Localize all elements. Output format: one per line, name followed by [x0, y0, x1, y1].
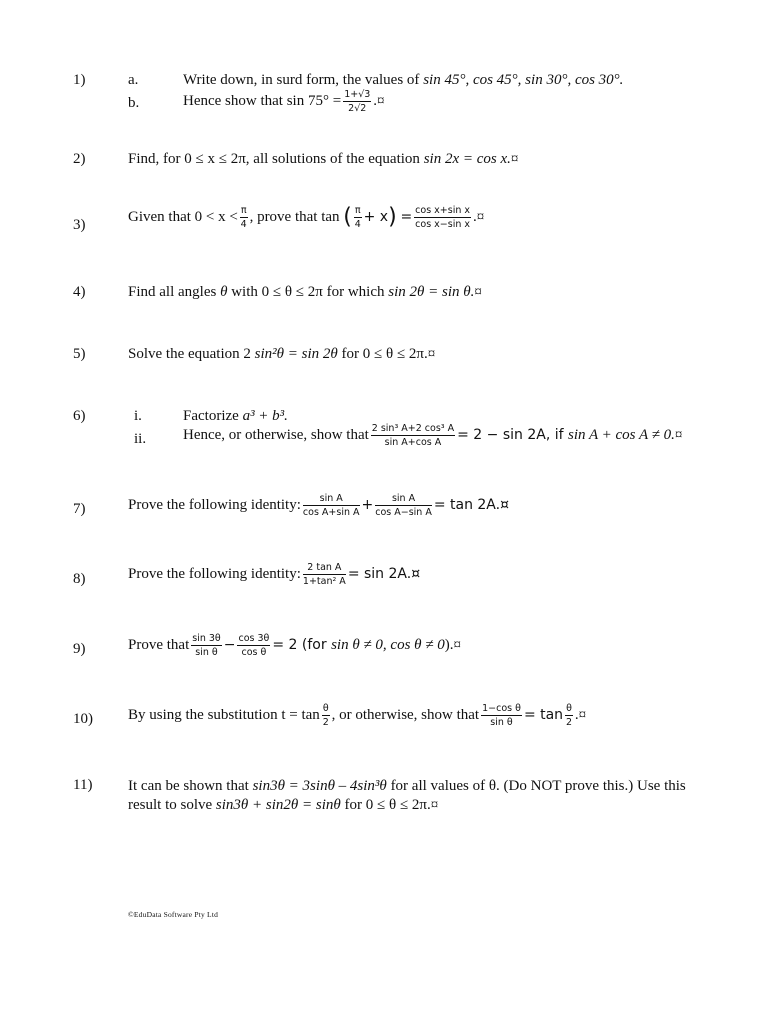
equation: sin3θ + sin2θ = sinθ	[215, 797, 341, 813]
text-segment: ).¤	[444, 636, 462, 653]
text-segment: = tan	[523, 706, 564, 723]
question-text	[183, 423, 682, 448]
question-text	[128, 151, 518, 168]
fraction	[343, 89, 371, 114]
condition: sin θ ≠ 0, cos θ ≠ 0	[331, 636, 445, 653]
denominator: 1+tan² A	[302, 576, 346, 587]
numerator: π	[354, 205, 361, 216]
plus-sign: +	[361, 496, 374, 513]
text-segment: .¤	[574, 706, 587, 723]
question-text	[128, 633, 461, 658]
question-number: 8)	[73, 571, 86, 587]
text-segment: Write down, in surd form, the values of	[183, 72, 424, 88]
text-segment: + x	[363, 208, 389, 225]
denominator: cos θ	[241, 647, 267, 658]
text-segment: result to solve	[128, 797, 216, 813]
question-text	[183, 72, 623, 89]
denominator: 2√2	[348, 103, 367, 114]
fraction	[322, 703, 330, 728]
text-segment: It can be shown that	[128, 778, 253, 794]
text-segment: Prove that	[128, 636, 190, 653]
fraction	[191, 633, 222, 658]
equation: sin 2x = cos x.	[423, 151, 511, 167]
fraction	[303, 562, 346, 587]
text-segment: Find all angles	[128, 284, 221, 300]
text-line	[128, 777, 698, 796]
text-segment: Solve the equation 2	[128, 346, 255, 362]
denominator: 4	[354, 219, 361, 230]
fraction	[303, 493, 360, 518]
question-number: 5)	[73, 346, 86, 362]
denominator: sin A+cos A	[384, 437, 442, 448]
part-label: i.	[134, 408, 142, 424]
numerator: 1−cos θ	[482, 703, 521, 714]
question-number: 10)	[73, 711, 93, 727]
question-text	[128, 777, 698, 815]
text-segment: for all values of θ. (Do NOT prove this.) Use this	[386, 778, 686, 794]
text-segment: Factorize	[183, 408, 243, 424]
question-number: 4)	[73, 284, 86, 300]
question-text	[128, 493, 509, 518]
question-text	[128, 346, 435, 363]
fraction	[240, 205, 248, 230]
fraction	[481, 703, 522, 728]
question-number: 7)	[73, 501, 86, 517]
question-number: 1)	[73, 72, 86, 88]
question-number: 9)	[73, 641, 86, 657]
text-segment: with 0 ≤ θ ≤ 2π for which	[227, 284, 389, 300]
equation: sin²θ = sin 2θ	[254, 346, 338, 362]
numerator: sin 3θ	[192, 633, 221, 644]
text-segment: ¤	[474, 284, 482, 300]
text-segment: Prove the following identity:	[128, 565, 301, 582]
fraction	[565, 703, 573, 728]
question-text	[183, 89, 385, 114]
text-segment: ¤	[674, 426, 683, 443]
denominator: cos A−sin A	[375, 507, 432, 518]
equals-sign: =	[400, 208, 413, 225]
equation: sin 2θ = sin θ.	[388, 284, 475, 300]
numerator: sin A	[303, 493, 360, 506]
question-text	[128, 562, 420, 587]
text-segment: .¤	[473, 208, 485, 225]
question-text	[128, 703, 586, 728]
text-segment: for 0 ≤ θ ≤ 2π.¤	[340, 797, 439, 813]
text-segment: , or otherwise, show that	[331, 706, 480, 723]
text-segment: = 2 (for	[272, 636, 332, 653]
fraction	[371, 423, 455, 448]
numerator: cos 3θ	[238, 633, 270, 644]
close-paren: )	[388, 204, 397, 230]
denominator: cos x−sin x	[415, 219, 471, 230]
text-segment: = 2 − sin 2A, if	[457, 426, 569, 443]
denominator: cos A+sin A	[302, 507, 360, 518]
text-segment: ¤	[510, 151, 519, 167]
equation: sin3θ = 3sinθ – 4sin³θ	[252, 778, 387, 794]
text-segment: , prove that tan	[249, 208, 340, 225]
denominator: 4	[240, 219, 247, 230]
text-line	[128, 796, 698, 815]
part-label: a.	[128, 72, 139, 88]
equation: a³ + b³.	[242, 408, 288, 424]
denominator: 2	[565, 717, 572, 728]
text-segment: = sin 2A.¤	[347, 565, 421, 582]
numerator: cos x+sin x	[415, 205, 471, 216]
text-segment: By using the substitution t = tan	[128, 706, 320, 723]
numerator: 1+√3	[344, 89, 371, 100]
denominator: 2	[322, 717, 329, 728]
open-paren: (	[343, 204, 352, 230]
fraction	[237, 633, 270, 658]
text-segment: Hence show that sin 75° =	[183, 92, 342, 109]
question-number: 3)	[73, 217, 86, 233]
condition: sin A + cos A ≠ 0.	[568, 426, 675, 443]
math-values: sin 45°, cos 45°, sin 30°, cos 30°.	[423, 72, 624, 88]
numerator: 2 tan A	[303, 562, 346, 575]
question-text	[128, 205, 484, 230]
part-label: b.	[128, 95, 140, 111]
numerator: θ	[322, 703, 329, 714]
question-number: 11)	[73, 777, 93, 793]
part-label: ii.	[134, 431, 147, 447]
denominator: sin θ	[195, 647, 218, 658]
fraction	[414, 205, 471, 230]
theta-symbol: θ	[220, 284, 228, 300]
numerator: π	[240, 205, 247, 216]
text-segment: .¤	[373, 92, 385, 109]
copyright-footer: ©EduData Software Pty Ltd	[128, 910, 219, 919]
text-segment: Hence, or otherwise, show that	[183, 426, 369, 443]
question-number: 6)	[73, 408, 86, 424]
fraction	[375, 493, 432, 518]
text-segment: for 0 ≤ θ ≤ 2π.¤	[337, 346, 436, 362]
text-segment: = tan 2A.¤	[433, 496, 509, 513]
text-segment: Given that 0 < x <	[128, 208, 238, 225]
question-number: 2)	[73, 151, 86, 167]
text-segment: Find, for 0 ≤ x ≤ 2π, all solutions of the equation	[128, 151, 424, 167]
numerator: θ	[566, 703, 572, 714]
text-segment: Prove the following identity:	[128, 496, 301, 513]
denominator: sin θ	[490, 717, 513, 728]
numerator: 2 sin³ A+2 cos³ A	[371, 423, 455, 434]
minus-sign: −	[223, 636, 236, 653]
question-text	[128, 284, 482, 301]
numerator: sin A	[375, 493, 432, 506]
fraction	[354, 205, 362, 230]
